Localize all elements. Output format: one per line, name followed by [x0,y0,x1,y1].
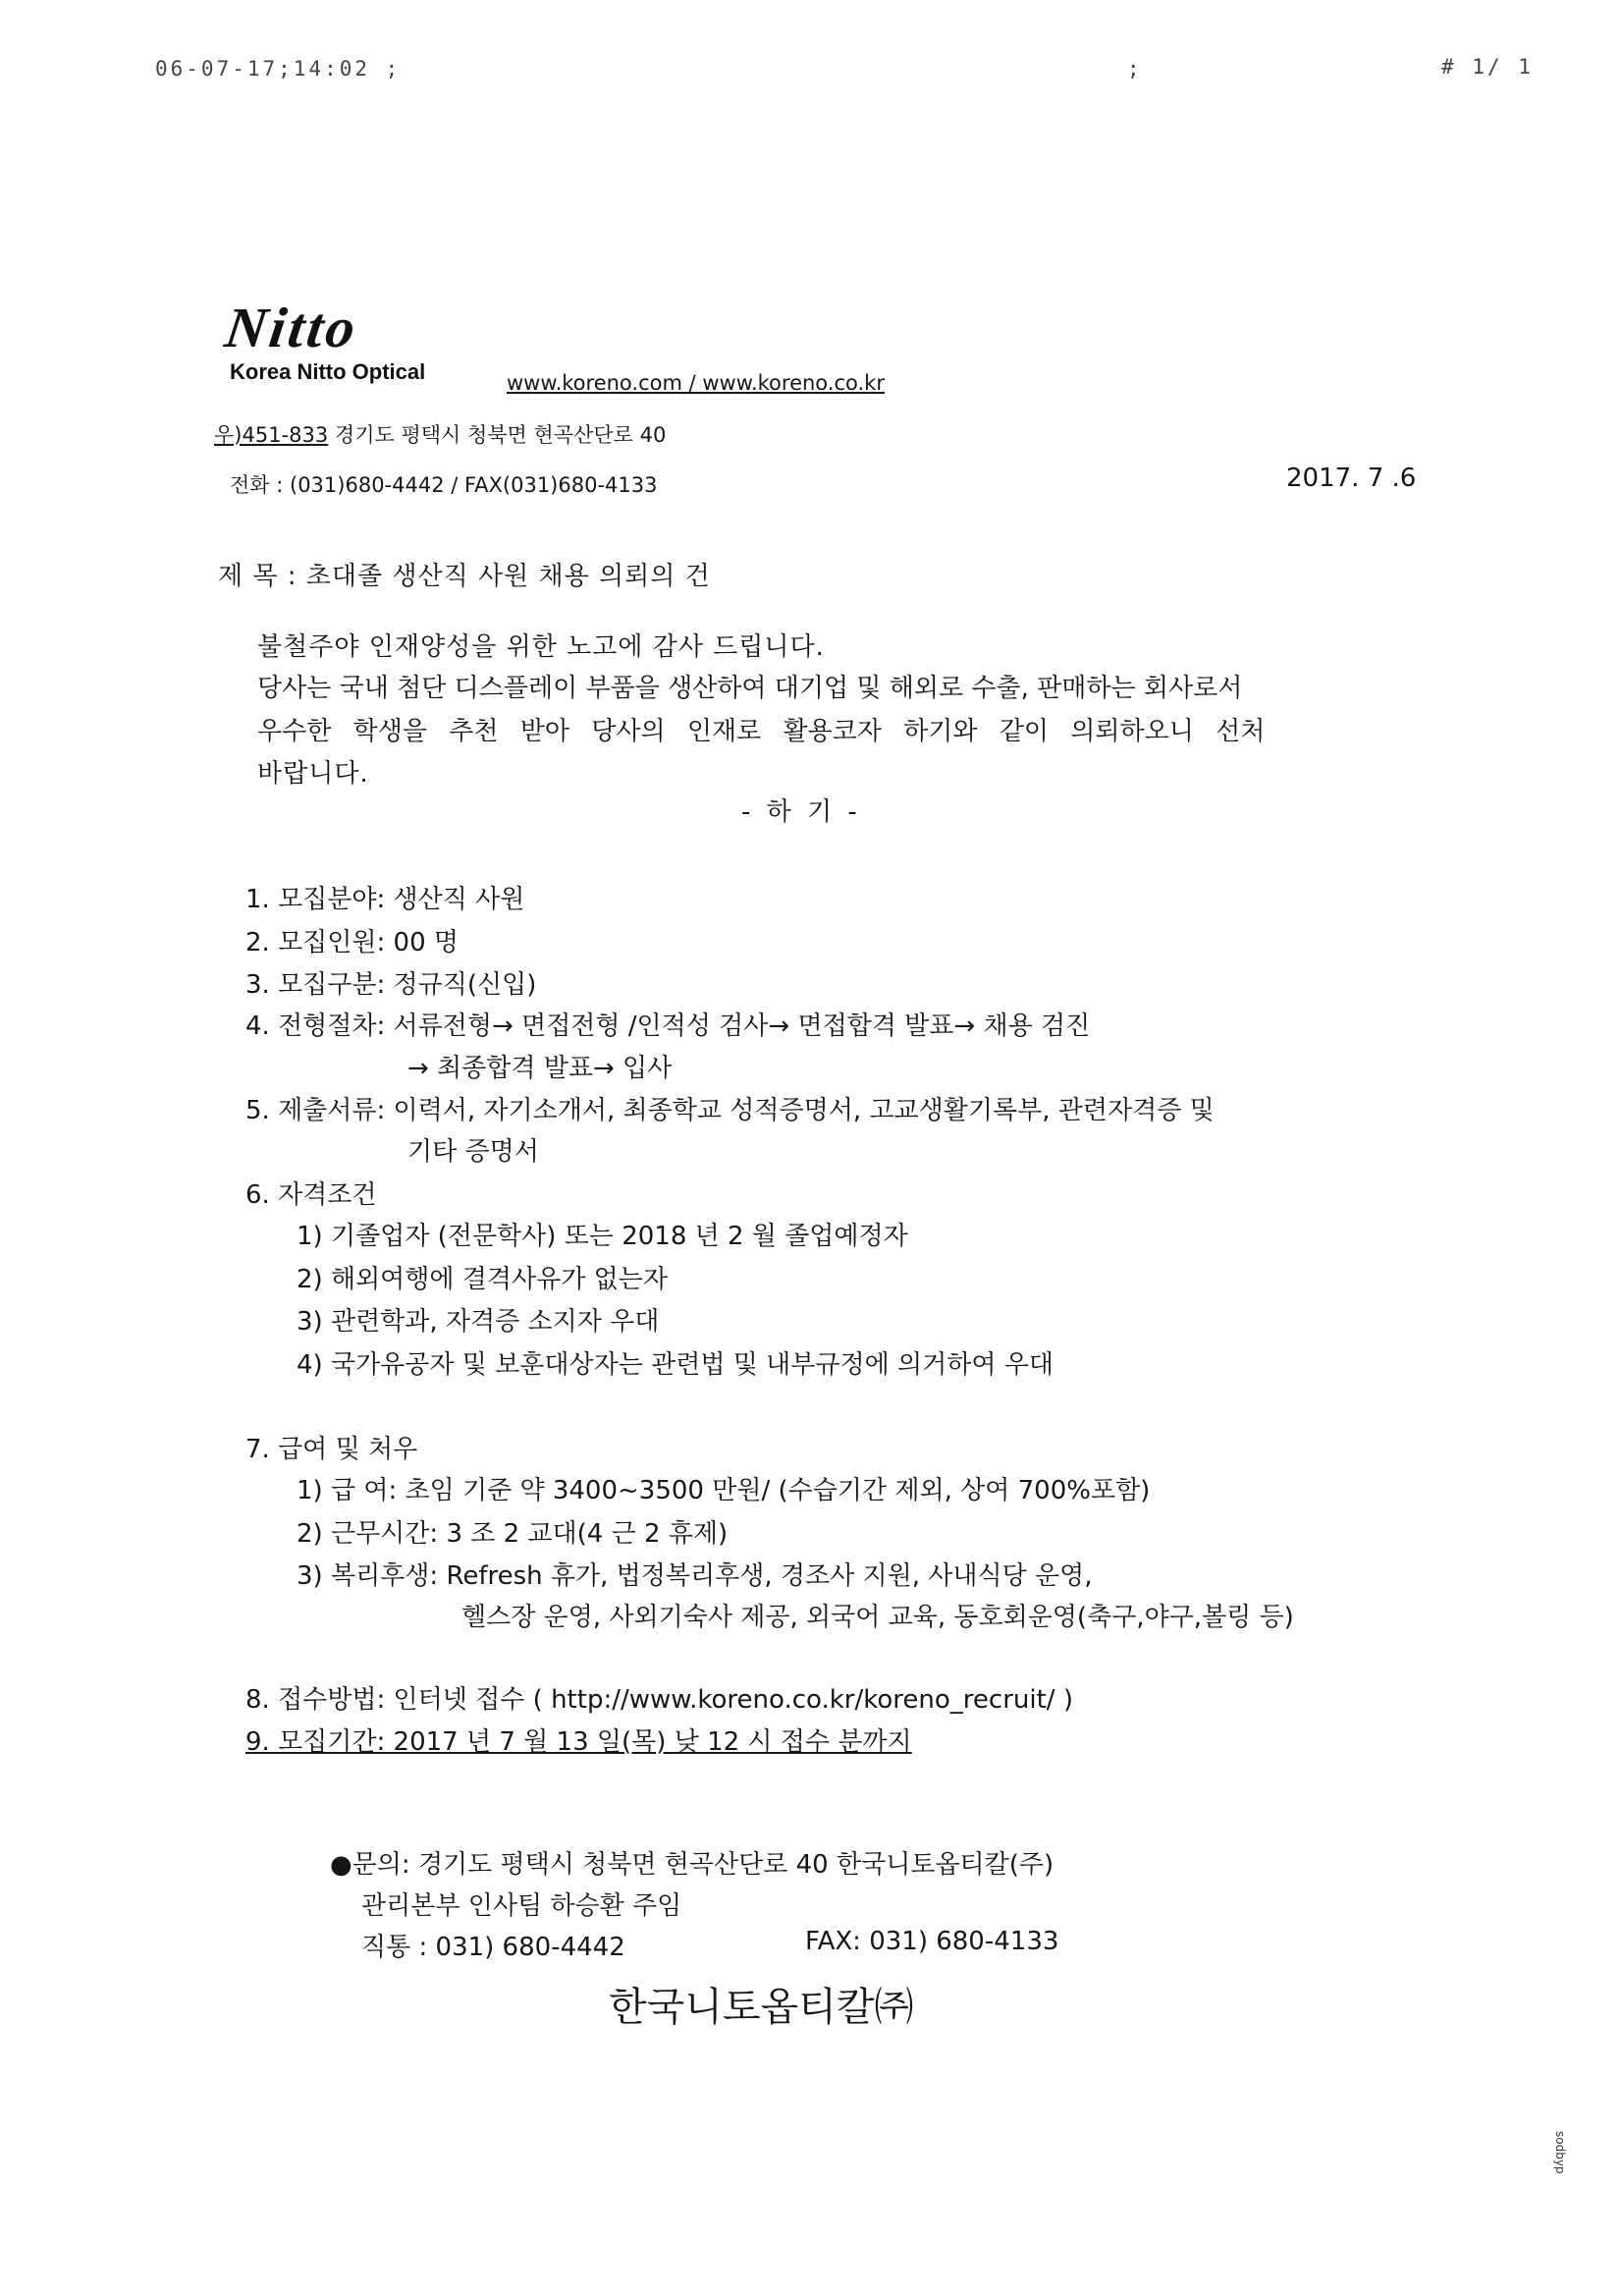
sub-item: 4) 국가유공자 및 보훈대상자는 관련법 및 내부규정에 의거하여 우대 [297,1350,1054,1380]
intro-line: 우수한 학생을 추천 받아 당사의 인재로 활용코자 하기와 같이 의뢰하오니 선처 [257,717,1266,746]
phone-fax-line: 전화 : (031)680-4442 / FAX(031)680-4133 [230,473,658,497]
list-item: 7. 급여 및 처우 [245,1435,418,1464]
side-stamp: sodbyp [1553,2131,1567,2174]
fax-separator: ; [1127,57,1143,81]
list-item-deadline: 9. 모집기간: 2017 년 7 월 13 일(목) 낮 12 시 접수 분까지 [245,1727,912,1757]
contact-fax: FAX: 031) 680-4133 [805,1927,1059,1956]
sub-item: 3) 복리후생: Refresh 휴가, 법정복리후생, 경조사 지원, 사내식당 운영, [297,1561,1093,1591]
intro-line: 당사는 국내 첨단 디스플레이 부품을 생산하여 대기업 및 해외로 수출, 판매하는 회사로서 [257,674,1243,703]
list-item: 8. 접수방법: 인터넷 접수 ( http://www.koreno.co.kr/koreno_recruit/ ) [245,1685,1073,1715]
list-item: 2. 모집인원: 00 명 [245,928,460,957]
intro-line: 불철주야 인재양성을 위한 노고에 감사 드립니다. [257,632,825,662]
nitto-logo: Nitto [221,296,362,359]
contact-department: 관리본부 인사팀 하승환 주임 [361,1891,682,1921]
list-item: 3. 모집구분: 정규직(신입) [245,970,537,1000]
postcode: 우)451-833 [214,423,329,447]
sub-item: 2) 근무시간: 3 조 2 교대(4 근 2 휴제) [297,1519,729,1549]
list-item: 4. 전형절차: 서류전형→ 면접전형 /인적성 검사→ 면접합격 발표→ 채용 검진 [245,1011,1091,1041]
notice-heading: - 하 기 - [741,797,861,827]
list-item: 5. 제출서류: 이력서, 자기소개서, 최종학교 성적증명서, 고교생활기록부, 관련자격증 및 [245,1096,1215,1125]
fax-page-number: # 1/ 1 [1441,55,1534,79]
address-line [214,419,666,449]
intro-line: 바랍니다. [257,759,369,789]
list-item-continued: → 최종합격 발표→ 입사 [407,1054,673,1083]
list-item: 1. 모집분야: 생산직 사원 [245,885,525,914]
sub-item: 1) 기졸업자 (전문학사) 또는 2018 년 2 월 졸업예정자 [297,1222,908,1251]
company-korean-name: 한국니토옵티칼㈜ [609,1985,914,2030]
sub-item: 3) 관련학과, 자격증 소지자 우대 [297,1307,660,1337]
company-website: www.koreno.com / www.koreno.co.kr [507,371,885,395]
subject-line: 제 목 : 초대졸 생산직 사원 채용 의뢰의 건 [218,562,711,591]
list-item: 6. 자격조건 [245,1180,377,1210]
company-english-name: Korea Nitto Optical [230,359,426,384]
contact-address: ●문의: 경기도 평택시 청북면 현곡산단로 40 한국니토옵티칼(주) [330,1850,1055,1880]
fax-timestamp: 06-07-17;14:02 ; [155,57,402,81]
list-item-continued: 기타 증명서 [407,1137,539,1167]
address: 경기도 평택시 청북면 현곡산단로 40 [334,423,667,447]
contact-phone: 직통 : 031) 680-4442 [361,1933,625,1962]
sub-item: 1) 급 여: 초임 기준 약 3400~3500 만원/ (수습기간 제외, 상여 700%포함) [297,1476,1151,1505]
sub-item-continued: 헬스장 운영, 사외기숙사 제공, 외국어 교육, 동호회운영(축구,야구,볼링 등) [461,1603,1294,1632]
document-date: 2017. 7 .6 [1286,464,1417,493]
sub-item: 2) 해외여행에 결격사유가 없는자 [297,1265,668,1294]
